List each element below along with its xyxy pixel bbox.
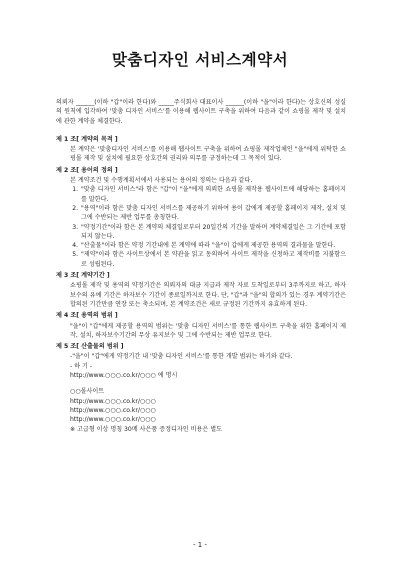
page-number: - 1 -: [193, 541, 207, 549]
list-item: 4. "산출물"이라 함은 약정 기간내에 본 계약에 따라 "을"이 갑에게 제공한 용역의 결과물을 말한다.: [80, 241, 346, 250]
spacer: [70, 380, 346, 387]
article-3: [56, 271, 346, 309]
site-name: ○○몰사이트: [70, 388, 105, 396]
article-text: 본 계약은 '맞춤디자인 서비스'를 이용해 웹사이트 구축을 위하여 쇼핑몰 제작업체인 "을"에게 위탁한 쇼핑몰 제작 및 설치에 필요한 상호간의 권리와 의무를 규정하는데 그 목적이 있다.: [70, 146, 346, 163]
list-item: 1. "맞춤 디자인 서비스"라 함은 "갑"이 "을"에게 의뢰한 쇼핑몰 제작용 웹사이트에 해당하는 홈페이지를 말한다.: [80, 185, 346, 204]
url-line: http://www.○○○.co.kr/○○○ 에 명시: [70, 372, 178, 380]
list-item: 2. "용역"이라 함은 맞춤 디자인 서비스를 제공하기 위하여 용이 갑에게 제공할 홈페이지 제작, 설치 및 그에 수반되는 제반 업무를 총칭한다.: [80, 204, 346, 223]
article-title: 제 5 조[ 산출물의 범위 ]: [56, 343, 124, 351]
article-4: [56, 311, 346, 340]
sub-heading: - 하 기 -: [70, 362, 92, 370]
url-line: http://www.○○○.co.kr/○○○: [70, 416, 156, 424]
article-title: 제 1 조[ 계약의 목적 ]: [56, 135, 118, 143]
article-text: "을"이 "갑"에게 제공할 용역의 범위는 '맞춤 디자인 서비스'를 통한 웹사이트 구축을 위한 홈페이지 제작, 설치, 하자보수기간의 무상 유지보수 및 그에 수반되는 제반 업무로 한다.: [70, 322, 346, 339]
document-body: [56, 98, 346, 436]
article-title: 제 2 조[ 용어의 정의 ]: [56, 166, 118, 174]
article-1: [56, 135, 346, 164]
article-5: [56, 342, 346, 434]
url-line: http://www.○○○.co.kr/○○○: [70, 406, 156, 414]
article-text: -"을"이 "갑"에게 약정기간 내 '맞춤 디자인 서비스'를 통한 개발 범위는 하기와 같다.: [70, 353, 293, 361]
intro-paragraph: 의뢰자 ______(이하 "갑"이라 한다)와 _____주식회사 대표이사 ______(이하 "을"이라 한다)는 상호신의 성실의 원칙에 입각하여 '맞춤 디자인 서비스'를 이용해 웹사이트 구축을 위하여 다음과 같이 쇼핑몰 제작 및 설치에 관한 계약을 체결한다.: [56, 99, 346, 125]
url-line: http://www.○○○.co.kr/○○○: [70, 397, 156, 405]
document-title: 맞춤디자인 서비스계약서: [111, 51, 289, 69]
article-text: 본 계약조건 및 수행계획서에서 사용되는 용어의 정의는 다음과 같다.: [70, 177, 253, 185]
article-title: 제 3 조[ 계약기간 ]: [56, 272, 110, 280]
note-line: ※ 고급형 이상 명칭 30메 사은품 증정디자인 비용은 별도: [70, 425, 222, 433]
article-title: 제 4 조[ 용역의 범위 ]: [56, 312, 118, 320]
article-text: 쇼핑몰 제작 및 용역의 약정기간은 의뢰자의 대금 지급과 제작 자료 도착일로부터 3주까지로 하고, 하자보수의 유예 기간은 하자보수 기간이 종료일까지로 한다. 단, "갑"과 "을"의 합의가 있는 경우 계약기간은 합의된 기간만큼 연장 또는 축소되며, 본 계약조건은 새로 규정된 기간까지 유효하게 된다.: [70, 282, 346, 308]
list-item: 3. "약정기간"이라 함은 본 계약의 체결일로부터 20일간의 기간을 말하며 계약체결일은 그 기간에 포함되지 않는다.: [80, 223, 346, 242]
article-2: [56, 166, 346, 269]
list-item: 5. "제약"이라 함은 사이트상에서 본 약관을 읽고 동의하여 사이트 제작을 신청하고 제작비를 지불함으로 성립된다.: [80, 250, 346, 269]
deliverable-scope: [56, 362, 346, 434]
definition-list: [56, 185, 346, 269]
